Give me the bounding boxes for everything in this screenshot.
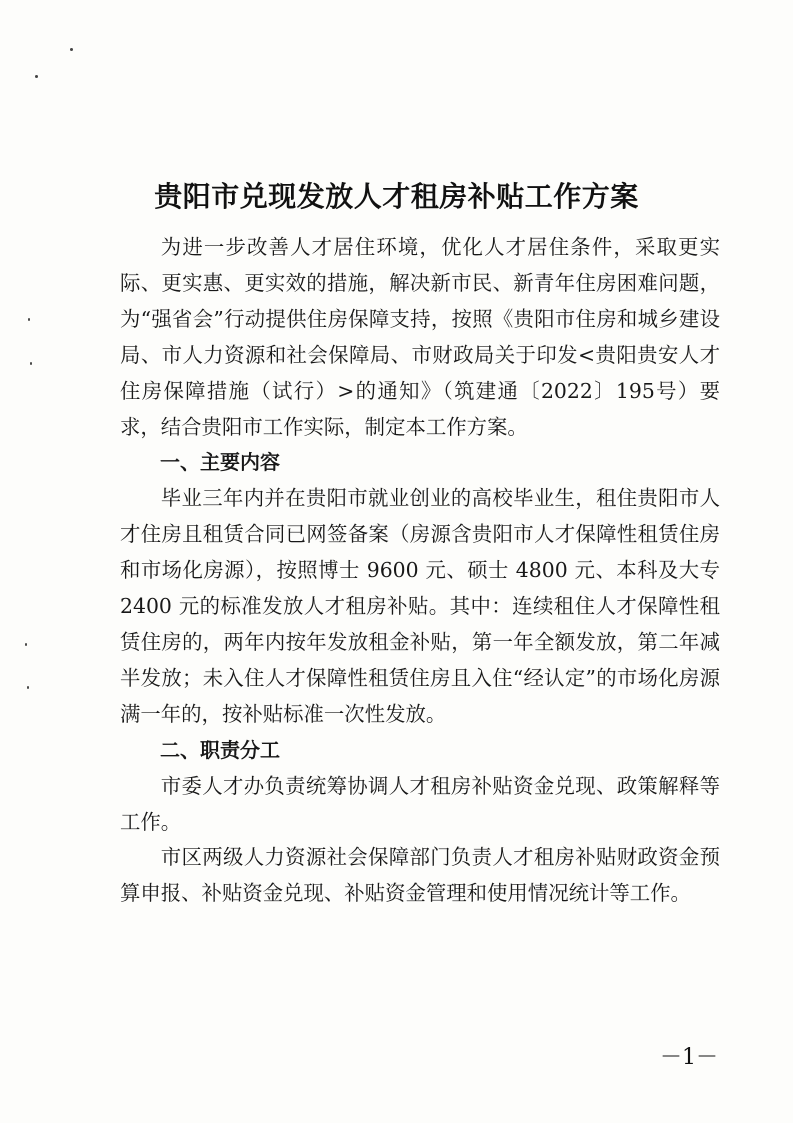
main-content-paragraph: 毕业三年内并在贵阳市就业创业的高校毕业生，租住贵阳市人才住房且租赁合同已网签备案（房源含贵阳市人才保障性租赁住房和市场化房源），按照博士 9600 元、硕士 4800 元、本科及大专 2400 元的标准发放人才租房补贴。其中：连续租住人才保障性租赁住房的，两年内按年发放租金补贴，第一年全额发放，第二年减半发放；未入住人才保障性租赁住房且入住“经认定”的市场化房源满一年的，按补贴标准一次性发放。 xyxy=(120,486,720,726)
document-title: 贵阳市兑现发放人才租房补贴工作方案 xyxy=(154,179,639,213)
responsibility-paragraph: 市区两级人力资源社会保障部门负责人才租房补贴财政资金预算申报、补贴资金兑现、补贴资金管理和使用情况统计等工作。 xyxy=(120,845,720,906)
document-body xyxy=(120,230,720,912)
intro-paragraph: 为进一步改善人才居住环境，优化人才居住条件，采取更实际、更实惠、更实效的措施，解决新市民、新青年住房困难问题，为“强省会”行动提供住房保障支持，按照《贵阳市住房和城乡建设局、市人力资源和社会保障局、市财政局关于印发<贵阳贵安人才住房保障措施（试行）>的通知》（筑建通〔2022〕195号）要求，结合贵阳市工作实际，制定本工作方案。 xyxy=(120,235,720,439)
scan-speck xyxy=(35,75,38,78)
scan-speck xyxy=(70,48,73,51)
scan-speck xyxy=(27,686,29,689)
scan-speck xyxy=(28,318,30,321)
section-heading-main-content: 一、主要内容 xyxy=(160,450,280,475)
scan-speck xyxy=(30,362,32,365)
responsibility-paragraph: 市委人才办负责统筹协调人才租房补贴资金兑现、政策解释等工作。 xyxy=(120,773,720,834)
page-number: －1－ xyxy=(660,1045,718,1070)
scan-speck xyxy=(25,643,27,646)
section-heading-responsibilities: 二、职责分工 xyxy=(160,737,280,762)
